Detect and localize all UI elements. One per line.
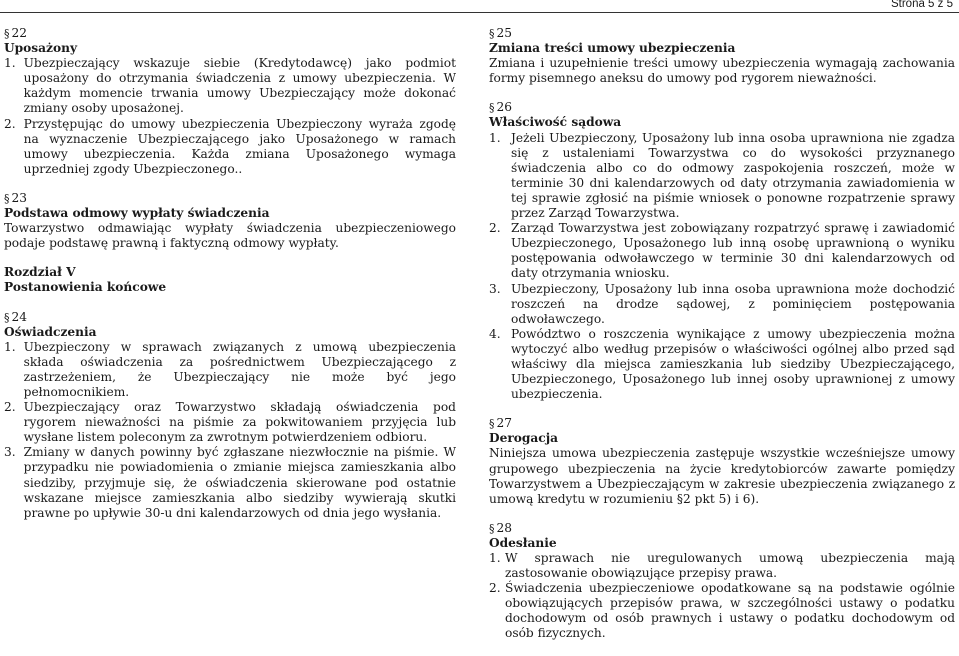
list-item: 1. Ubezpieczający wskazuje siebie (Kredytodawcę) jako podmiot uposażony do otrzymania świadczenia z umowy ubezpieczenia. W każdym momencie trwania umowy Ubezpieczający może dokonać zmiany osoby uposażonej.: [4, 56, 456, 116]
section-number: § 27: [489, 416, 513, 431]
section-number: § 23: [4, 190, 28, 205]
list-item: 3. Zmiany w danych powinny być zgłaszane niezwłocznie na piśmie. W przypadku nie powiadomienia o zmianie miejsca zamieszkania albo siedziby, przyjmuje się, że oświadczenia skierowane pod ostatnie wskazane miejsce zamieszkania albo siedziby wywierają skutki prawne po upływie 30-u dni kalendarzowych od dnia jego wysłania.: [4, 445, 456, 520]
section-24: [4, 310, 456, 521]
section-22: [4, 26, 456, 177]
paragraph-sign-icon: §: [489, 521, 495, 535]
paragraph-sign-icon: §: [489, 27, 495, 40]
section-list: [4, 56, 456, 177]
list-item: 2. Przystępując do umowy ubezpieczenia Ubezpieczony wyraża zgodę na wyznaczenie Ubezpieczającego jako Uposażonego w ramach umowy ubezpieczenia. Każda zmiana Uposażonego wymaga uprzedniej zgody Ubezpieczonego..: [4, 116, 456, 176]
paragraph-sign-icon: §: [4, 310, 10, 324]
chapter-heading: [4, 265, 456, 295]
page-header: [0, 0, 959, 13]
section-title: Oświadczenia: [4, 324, 97, 339]
chapter-number: Rozdział V: [4, 265, 76, 280]
list-item: 2. Zarząd Towarzystwa jest zobowiązany rozpatrzyć sprawę i zawiadomić Ubezpieczonego, Uposażonego lub inną osobę uprawnioną o wyniku postępowania odwoławczego w terminie 30 dni kalendarzowych od daty otrzymania wniosku.: [489, 221, 955, 281]
section-title: Właściwość sądowa: [489, 115, 622, 130]
list-item: 1. W sprawach nie uregulowanych umową ubezpieczenia mają zastosowanie obowiązujące przepisy prawa.: [489, 551, 955, 581]
section-text: Niniejsza umowa ubezpieczenia zastępuje wszystkie wcześniejsze umowy grupowego ubezpieczenia na życie kredytobiorców zawarte pomiędzy Towarzystwem a Ubezpieczającym w zakresie ubezpieczenia związanego z umową kredytu w rozumieniu §2 pkt 5) i 6).: [489, 446, 955, 506]
list-item: 4. Powództwo o roszczenia wynikające z umowy ubezpieczenia można wytoczyć albo według przepisów o właściwości ogólnej albo przed sąd właściwy dla miejsca zamieszkania lub siedziby Ubezpieczającego, Ubezpieczonego, Uposażonego lub innej osoby uprawnionej z umowy ubezpieczenia.: [489, 326, 955, 402]
section-23: [4, 191, 456, 251]
list-item: 1. Jeżeli Ubezpieczony, Uposażony lub inna osoba uprawniona nie zgadza się z ustaleniami Towarzystwa co do wysokości przyznanego świadczenia albo co do odmowy zaspokojenia roszczeń, może w terminie 30 dni kalendarzowych od daty otrzymania zawiadomienia w tej sprawie zgłosić na piśmie wniosek o ponowne rozpatrzenie sprawy przez Zarząd Towarzystwa.: [489, 130, 955, 221]
chapter-title: Postanowienia końcowe: [4, 280, 167, 295]
section-text: Towarzystwo odmawiając wypłaty świadczenia ubezpieczeniowego podaje podstawę prawną i faktyczną odmowy wypłaty.: [4, 221, 456, 251]
section-number: § 25: [489, 26, 513, 40]
section-title: Uposażony: [4, 41, 78, 56]
section-title: Odesłanie: [489, 535, 557, 550]
section-list: [489, 551, 955, 642]
section-text: Zmiana i uzupełnienie treści umowy ubezpieczenia wymagają zachowania formy pisemnego aneksu do umowy pod rygorem nieważności.: [489, 56, 955, 86]
list-item: 3. Ubezpieczony, Uposażony lub inna osoba uprawniona może dochodzić roszczeń na drodze sądowej, z pominięciem postępowania odwoławczego.: [489, 281, 955, 326]
left-column: [4, 26, 456, 535]
right-column: [489, 26, 955, 656]
section-list: [489, 131, 955, 403]
section-number: § 24: [4, 309, 28, 324]
section-27: [489, 416, 955, 507]
paragraph-sign-icon: §: [4, 191, 10, 205]
section-26: [489, 100, 955, 402]
list-item: 2. Świadczenia ubezpieczeniowe opodatkowane są na podstawie ogólnie obowiązujących przepisów prawa, w szczególności ustawy o podatku dochodowym od osób prawnych i ustawy o podatku dochodowym od osób fizycznych.: [489, 581, 955, 641]
section-number: § 28: [489, 520, 513, 535]
section-title: Zmiana treści umowy ubezpieczenia: [489, 41, 736, 56]
section-28: [489, 521, 955, 642]
list-item: 2. Ubezpieczający oraz Towarzystwo składają oświadczenia pod rygorem nieważności na piśmie za pokwitowaniem przyjęcia lub wysłane listem poleconym za zwrotnym potwierdzeniem odbioru.: [4, 400, 456, 445]
section-title: Derogacja: [489, 431, 559, 446]
section-list: [4, 340, 456, 521]
paragraph-sign-icon: §: [489, 101, 495, 115]
list-item: 1. Ubezpieczony w sprawach związanych z umową ubezpieczenia składa oświadczenia za pośrednictwem Ubezpieczającego z zastrzeżeniem, że Ubezpieczający nie może być jego pełnomocnikiem.: [4, 339, 456, 399]
paragraph-sign-icon: §: [489, 417, 495, 431]
section-25: [489, 26, 955, 86]
paragraph-sign-icon: §: [4, 27, 10, 40]
section-title: Podstawa odmowy wypłaty świadczenia: [4, 206, 270, 221]
page-number: Strona 5 z 5: [890, 0, 953, 10]
section-number: § 26: [489, 100, 513, 115]
section-number: § 22: [4, 26, 28, 40]
